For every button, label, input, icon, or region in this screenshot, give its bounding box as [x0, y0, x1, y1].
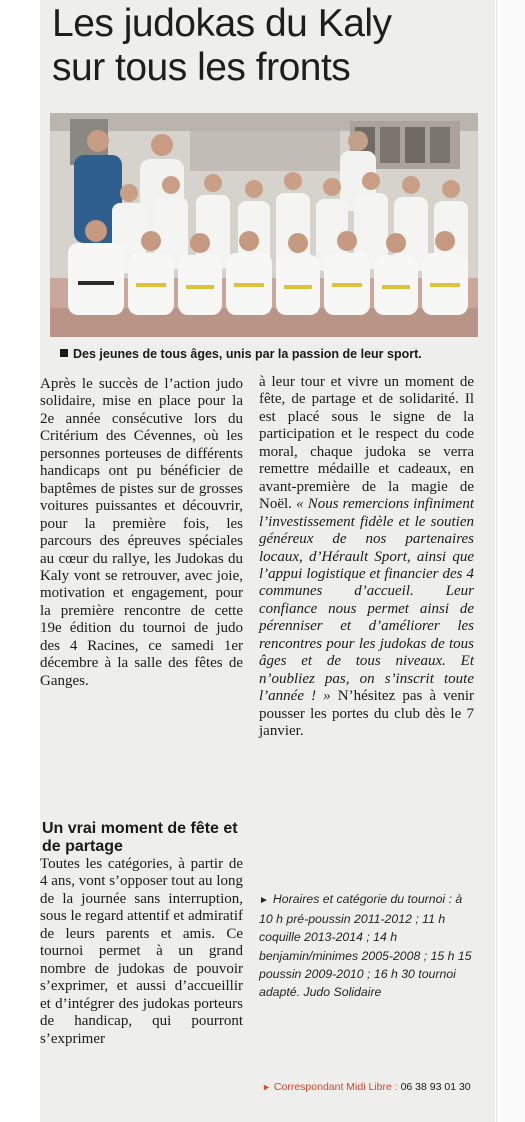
correspondent-label: Correspondant Midi Libre :	[273, 1081, 398, 1093]
correspondent-phone: 06 38 93 01 30	[400, 1081, 471, 1093]
headline-line-2: sur tous les fronts	[52, 46, 351, 89]
article-paragraph-solidarity: à leur tour et vivre un moment de fête, de partage et de solidarité. Il est placé sous le signe de la participation et le respect du code moral, chaque judoka se verra remettre médaille et cadeaux, en avant-première de la magie de Noël.	[259, 374, 474, 513]
judokas-group-photo-image	[50, 113, 478, 337]
article-paragraph-continuation	[259, 374, 474, 741]
scan-margin	[496, 0, 525, 1122]
article-column-1	[40, 376, 243, 690]
caption-square-icon	[60, 349, 68, 357]
schedule-info-box	[259, 890, 474, 1001]
article-subheading: Un vrai moment de fête et de partage	[42, 820, 238, 855]
article-paragraph-invitation: N’hésitez pas à venir pousser les portes du club dès le 7 janvier.	[259, 688, 474, 740]
headline-line-1: Les judokas du Kaly	[52, 2, 392, 45]
schedule-info-text: Horaires et catégorie du tournoi : à 10 h pré-poussin 2011-2012 ; 11 h coquille 2013-2014 ; 14 h benjamin/minimes 2005-2008 ; 15 h 15 poussin 2009-2010 ; 16 h 30 tournoi adapté. Judo Solidaire	[259, 892, 472, 1000]
triangle-bullet-icon: ►	[259, 895, 269, 906]
article-quote: « Nous remercions infiniment l’investissement fidèle et le soutien généreux de nos partenaires locaux, d’Hérault Sport, ainsi que l’appui logistique et financier des 4 communes d’accueil. Leur confiance nous permet ainsi de pérenniser et d’améliorer les rencontres pour les judokas de tous âges et de tous niveaux. Et n’oubliez pas, on s’inscrit toute l’année ! »	[259, 496, 475, 705]
article-paragraph-intro: Après le succès de l’action judo solidaire, mise en place pour la 2e année consécutive lors du Critérium des Cévennes, où les personnes porteuses de différents handicaps ont pu bénéficier de baptêmes de pistes sur de grosses voitures puissantes et découvrir, pour la première fois, les parcours des épreuves spéciales au cœur du rallye, les Judokas du Kaly vont se retrouver, avec joie, motivation et engagement, pour la première rencontre de cette 19e édition du tournoi de judo des 4 Racines, ce samedi 1er décembre à la salle des fêtes de Ganges.	[40, 376, 243, 689]
photo-caption	[60, 346, 485, 362]
article-headline	[52, 2, 492, 90]
correspondent-line	[262, 1080, 492, 1094]
group-photo	[50, 113, 478, 337]
arrow-right-icon: ►	[262, 1082, 271, 1092]
article-column-2	[259, 374, 474, 741]
photo-caption-text: Des jeunes de tous âges, unis par la passion de leur sport.	[73, 347, 422, 361]
article-paragraph-categories: Toutes les catégories, à partir de 4 ans, vont s’opposer tout au long de la journée sans interruption, sous le regard attentif et admiratif de leurs parents et amis. Ce tournoi permet à un grand nombre de judokas de pouvoir s’exprimer, et aussi d’accueillir et d’intégrer des judokas porteurs de handicap, qui pourront s’exprimer	[40, 856, 243, 1047]
article-column-1-continued	[40, 856, 243, 1048]
